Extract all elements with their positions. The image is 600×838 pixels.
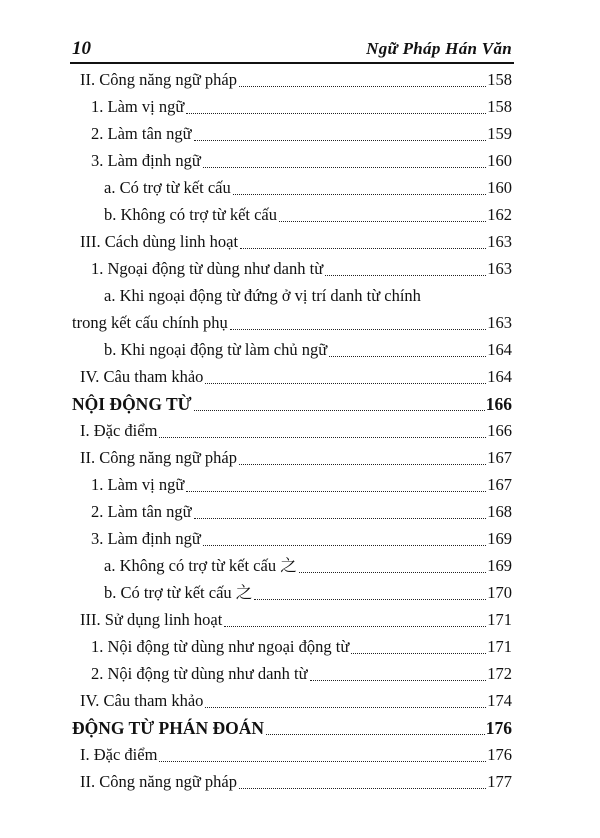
running-title: Ngữ Pháp Hán Văn [366, 39, 512, 58]
dot-leader [239, 464, 486, 465]
dot-leader [279, 221, 486, 222]
toc-entry-page: 169 [487, 529, 512, 548]
dot-leader [194, 518, 487, 519]
toc-entry [80, 688, 512, 714]
toc-entry-page: 158 [487, 97, 512, 116]
toc-entry-page: 163 [487, 259, 512, 278]
toc-entry [91, 472, 512, 498]
dot-leader [239, 86, 486, 87]
toc-entry [91, 256, 512, 282]
dot-leader [186, 491, 486, 492]
toc-entry-page: 166 [485, 394, 512, 414]
toc-entry-label: 3. Làm định ngữ [91, 151, 201, 170]
dot-leader [205, 383, 486, 384]
toc-entry [91, 499, 512, 525]
toc-entry-label: a. Có trợ từ kết cấu [104, 178, 231, 197]
toc-entry [80, 67, 512, 93]
toc-entry-label: a. Không có trợ từ kết cấu 之 [104, 556, 297, 575]
toc-entry-label: 1. Làm vị ngữ [91, 475, 185, 494]
toc-entry-first-line: a. Khi ngoại động từ đứng ở vị trí danh từ chính [104, 286, 421, 305]
toc-entry-page: 163 [487, 313, 512, 332]
toc-entry-label: 1. Làm vị ngữ [91, 97, 185, 116]
toc-entry [91, 148, 512, 174]
toc-entry-page: 171 [487, 610, 512, 629]
toc-entry [80, 229, 512, 255]
toc-entry-page: 167 [487, 475, 512, 494]
toc-entry-label: 2. Làm tân ngữ [91, 502, 192, 521]
toc-entry [91, 634, 512, 660]
dot-leader [205, 707, 486, 708]
toc-entry [104, 553, 512, 579]
dot-leader [233, 194, 487, 195]
toc-chapter-label: ĐỘNG TỪ PHÁN ĐOÁN [72, 718, 265, 738]
toc-entry-page: 170 [487, 583, 512, 602]
page-number: 10 [72, 38, 91, 59]
toc-entry [80, 607, 512, 633]
toc-entry-label: III. Cách dùng linh hoạt [80, 232, 239, 251]
dot-leader [310, 680, 487, 681]
dot-leader [254, 599, 486, 600]
dot-leader [224, 626, 486, 627]
toc-entry-label: b. Khi ngoại động từ làm chủ ngữ [104, 340, 328, 359]
toc-entry-label: b. Không có trợ từ kết cấu [104, 205, 278, 224]
toc-entry-page: 164 [487, 340, 512, 359]
toc-entry-page: 162 [487, 205, 512, 224]
dot-leader [194, 410, 485, 411]
toc-entry [91, 121, 512, 147]
toc-entry-label: I. Đặc điểm [80, 745, 158, 764]
toc-entry [80, 742, 512, 768]
toc-entry-label: 2. Làm tân ngữ [91, 124, 192, 143]
toc-chapter-label: NỘI ĐỘNG TỪ [72, 394, 192, 414]
toc-entry-page: 163 [487, 232, 512, 251]
toc-entry [104, 337, 512, 363]
toc-entry-label: II. Công năng ngữ pháp [80, 772, 237, 791]
toc-entry-label: II. Công năng ngữ pháp [80, 70, 237, 89]
toc-entry [72, 310, 512, 336]
toc-entry [80, 364, 512, 390]
toc-entry-label: IV. Câu tham khảo [80, 367, 204, 386]
toc-entry [104, 202, 512, 228]
dot-leader [266, 734, 485, 735]
toc-entry-label: III. Sử dụng linh hoạt [80, 610, 223, 629]
dot-leader [239, 788, 486, 789]
dot-leader [240, 248, 486, 249]
page-header [70, 38, 514, 66]
toc-entry-page: 166 [487, 421, 512, 440]
toc-entry [104, 175, 512, 201]
toc-entry-label: 2. Nội động từ dùng như danh từ [91, 664, 308, 683]
toc-entry-page: 168 [487, 502, 512, 521]
toc-entry-page: 176 [487, 745, 512, 764]
toc-entry-label: II. Công năng ngữ pháp [80, 448, 237, 467]
toc-entry-label: 1. Nội động từ dùng như ngoại động từ [91, 637, 350, 656]
toc-entry [80, 445, 512, 471]
toc-entry-page: 158 [487, 70, 512, 89]
toc-entry-page: 171 [487, 637, 512, 656]
toc-entry [80, 418, 512, 444]
toc-entry-label: b. Có trợ từ kết cấu 之 [104, 583, 253, 602]
dot-leader [230, 329, 486, 330]
toc-entry-page: 176 [485, 718, 512, 738]
toc-entry-page: 167 [487, 448, 512, 467]
toc-entry-page: 177 [487, 772, 512, 791]
dot-leader [329, 356, 486, 357]
toc-entry-label: 1. Ngoại động từ dùng như danh từ [91, 259, 324, 278]
toc-entry-page: 172 [487, 664, 512, 683]
dot-leader [299, 572, 487, 573]
dot-leader [325, 275, 486, 276]
toc-entry-page: 169 [487, 556, 512, 575]
dot-leader [203, 545, 486, 546]
toc-entry [91, 526, 512, 552]
toc-entry [91, 94, 512, 120]
dot-leader [186, 113, 486, 114]
toc-entry-label: 3. Làm định ngữ [91, 529, 201, 548]
dot-leader [194, 140, 487, 141]
dot-leader [203, 167, 486, 168]
toc-entry-label: IV. Câu tham khảo [80, 691, 204, 710]
toc-entry [80, 769, 512, 795]
toc-entry-label: trong kết cấu chính phụ [72, 313, 228, 332]
toc-entry-page: 160 [487, 151, 512, 170]
toc-entry-label: I. Đặc điểm [80, 421, 158, 440]
toc-entry-page: 159 [487, 124, 512, 143]
dot-leader [351, 653, 486, 654]
toc-entry-page: 160 [487, 178, 512, 197]
toc-entry-page: 164 [487, 367, 512, 386]
toc-entry [104, 580, 512, 606]
dot-leader [159, 761, 486, 762]
dot-leader [159, 437, 486, 438]
toc-chapter-entry [72, 715, 512, 741]
toc-entry-page: 174 [487, 691, 512, 710]
header-rule [70, 62, 514, 64]
toc-chapter-entry [72, 391, 512, 417]
toc-entry [91, 661, 512, 687]
